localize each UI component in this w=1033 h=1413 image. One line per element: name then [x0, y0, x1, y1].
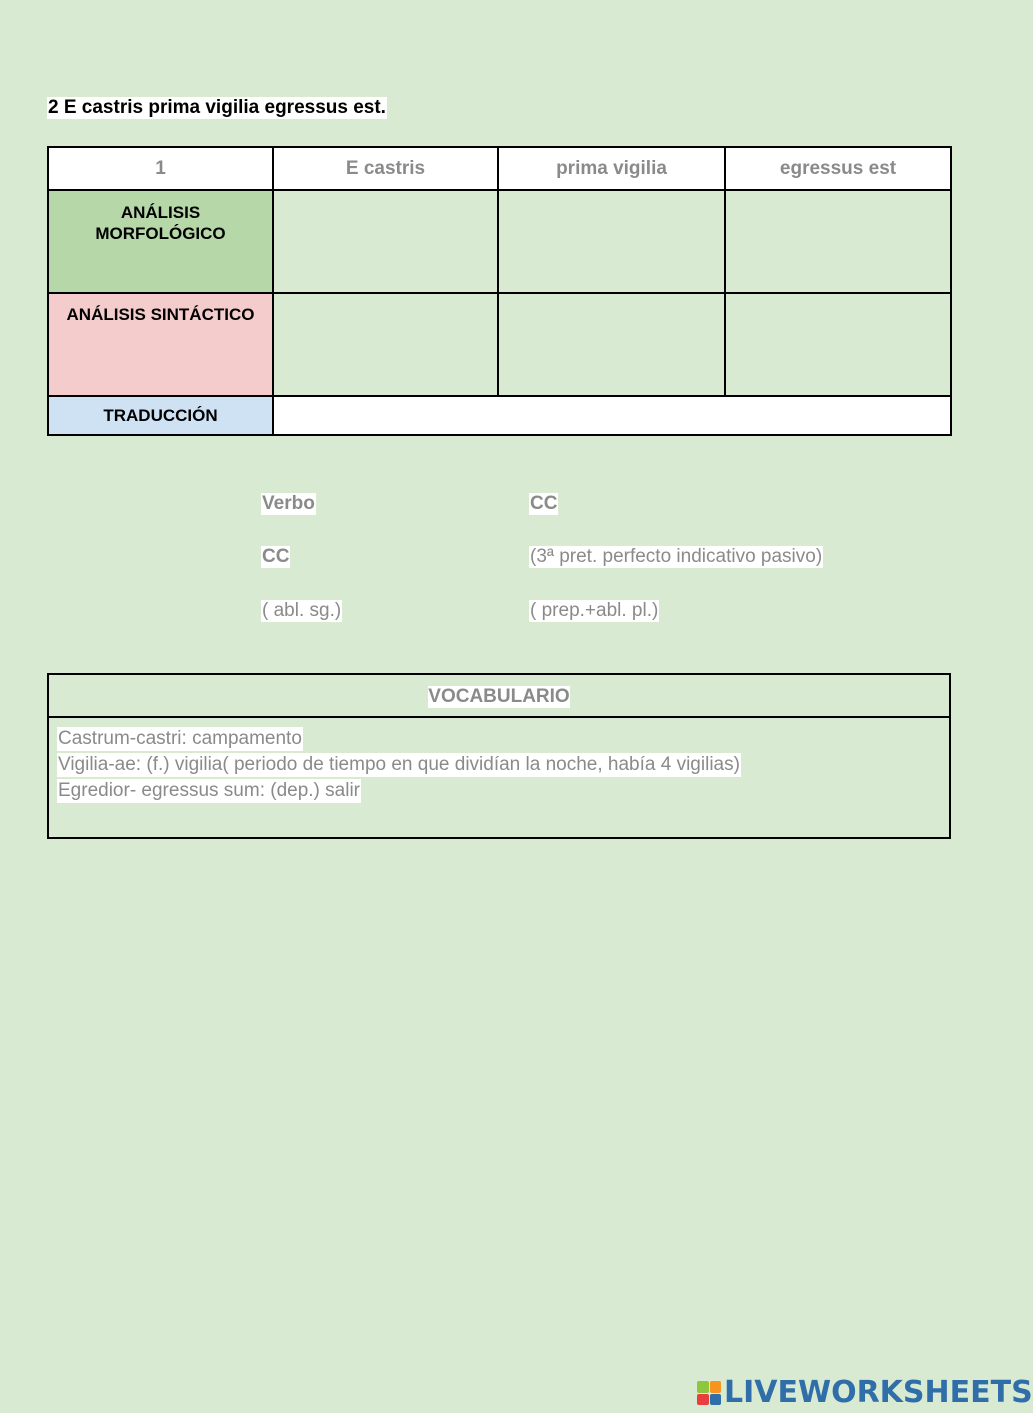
exercise-title: 2 E castris prima vigilia egressus est.	[48, 97, 386, 118]
draggable-option-cc[interactable]: CC	[262, 546, 290, 567]
draggable-option-verbo[interactable]: Verbo	[262, 493, 315, 514]
liveworksheets-logo-icon	[697, 1381, 721, 1405]
row-label-morfologico: ANÁLISIS MORFOLÓGICO	[48, 190, 273, 293]
vocabulary-box	[47, 673, 951, 839]
table-row-traduccion	[48, 396, 951, 435]
draggable-option-abl-sg[interactable]: ( abl. sg.)	[262, 600, 342, 621]
drop-zone-sint-e-castris[interactable]	[273, 293, 498, 396]
vocabulary-entry: Vigilia-ae: (f.) vigilia( periodo de tiempo en que dividían la noche, había 4 vigilias)	[58, 754, 740, 775]
drop-zone-sint-prima-vigilia[interactable]	[498, 293, 725, 396]
vocabulary-heading: VOCABULARIO	[49, 675, 949, 718]
table-row-sintactico	[48, 293, 951, 396]
draggable-option-pret-perfecto[interactable]: (3ª pret. perfecto indicativo pasivo)	[530, 546, 823, 567]
vocabulary-entry: Castrum-castri: campamento	[58, 728, 302, 749]
vocabulary-list	[49, 718, 949, 814]
header-cell-egressus-est: egressus est	[725, 147, 951, 190]
header-cell-prima-vigilia: prima vigilia	[498, 147, 725, 190]
draggable-option-prep-abl-pl[interactable]: ( prep.+abl. pl.)	[530, 600, 659, 621]
row-label-sintactico: ANÁLISIS SINTÁCTICO	[48, 293, 273, 396]
liveworksheets-brand	[697, 1376, 1033, 1410]
header-cell-e-castris: E castris	[273, 147, 498, 190]
table-header-row	[48, 147, 951, 190]
drop-zone-morf-egressus-est[interactable]	[725, 190, 951, 293]
row-label-traduccion: TRADUCCIÓN	[48, 396, 273, 435]
drop-zone-sint-egressus-est[interactable]	[725, 293, 951, 396]
drop-zone-morf-prima-vigilia[interactable]	[498, 190, 725, 293]
drop-zone-morf-e-castris[interactable]	[273, 190, 498, 293]
analysis-table	[47, 146, 952, 436]
translation-input[interactable]	[273, 396, 951, 435]
brand-name: LIVEWORKSHEETS	[724, 1375, 1033, 1410]
draggable-option-cc[interactable]: CC	[530, 493, 558, 514]
table-row-morfologico	[48, 190, 951, 293]
header-cell-number: 1	[48, 147, 273, 190]
vocabulary-entry: Egredior- egressus sum: (dep.) salir	[58, 780, 360, 801]
